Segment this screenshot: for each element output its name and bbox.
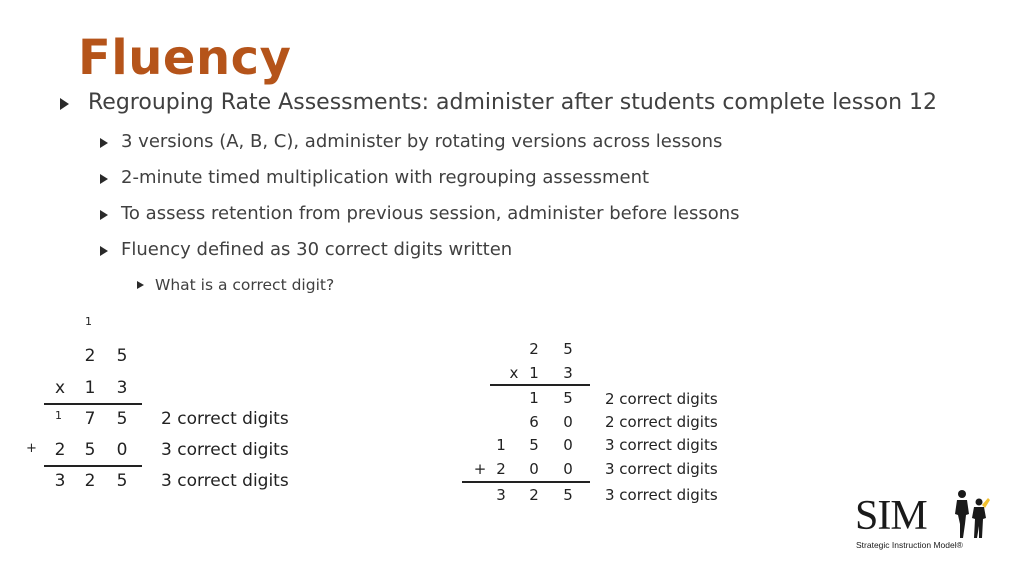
correct-digits-label: 2 correct digits bbox=[161, 409, 289, 429]
digit: 2 bbox=[496, 460, 506, 478]
bullet-arrow-icon bbox=[100, 174, 108, 184]
digit: 2 bbox=[84, 471, 96, 491]
digit: 2 bbox=[54, 440, 66, 460]
sub-bullet: 3 versions (A, B, C), administer by rotating versions across lessons bbox=[121, 131, 723, 152]
digit: 2 bbox=[84, 346, 96, 366]
plus-sign: + bbox=[473, 460, 487, 478]
sub-bullet: To assess retention from previous session, administer before lessons bbox=[121, 203, 740, 224]
sub-bullet: Fluency defined as 30 correct digits written bbox=[121, 239, 513, 260]
digit: 1 bbox=[496, 436, 506, 454]
main-bullet: Regrouping Rate Assessments: administer after students complete lesson 12 bbox=[88, 90, 938, 115]
sim-logo bbox=[852, 488, 1002, 558]
digit: 5 bbox=[116, 346, 128, 366]
digit: 1 bbox=[529, 389, 539, 407]
carry-digit: 1 bbox=[85, 315, 92, 328]
digit: 1 bbox=[529, 364, 539, 382]
sim-logo-tagline: Strategic Instruction Model® bbox=[856, 540, 963, 550]
digit: 5 bbox=[563, 340, 573, 358]
divider-line bbox=[490, 384, 590, 386]
digit: 6 bbox=[529, 413, 539, 431]
divider-line bbox=[44, 465, 142, 467]
digit: 0 bbox=[563, 413, 573, 431]
correct-digits-label: 3 correct digits bbox=[161, 471, 289, 491]
digit: 1 bbox=[84, 378, 96, 398]
bullet-arrow-icon bbox=[60, 98, 69, 110]
sub-bullet: 2-minute timed multiplication with regrouping assessment bbox=[121, 167, 650, 188]
bullet-arrow-icon bbox=[100, 246, 108, 256]
digit: 0 bbox=[529, 460, 539, 478]
digit: 5 bbox=[116, 409, 128, 429]
digit: 3 bbox=[116, 378, 128, 398]
divider-line bbox=[462, 481, 590, 483]
digit: 3 bbox=[54, 471, 66, 491]
digit: 2 bbox=[529, 486, 539, 504]
bullet-arrow-icon bbox=[100, 210, 108, 220]
times-sign: x bbox=[54, 378, 66, 398]
correct-digits-label: 2 correct digits bbox=[605, 390, 718, 408]
bullet-arrow-icon bbox=[137, 281, 144, 289]
digit: 3 bbox=[563, 364, 573, 382]
subsub-bullet: What is a correct digit? bbox=[155, 276, 335, 294]
figures-icon bbox=[952, 488, 992, 540]
correct-digits-label: 3 correct digits bbox=[605, 436, 718, 454]
digit: 0 bbox=[563, 460, 573, 478]
correct-digits-label: 3 correct digits bbox=[605, 486, 718, 504]
times-sign: x bbox=[509, 364, 519, 382]
digit: 2 bbox=[529, 340, 539, 358]
digit: 0 bbox=[563, 436, 573, 454]
sim-logo-text: SIM bbox=[855, 493, 927, 539]
digit: 0 bbox=[116, 440, 128, 460]
digit: 5 bbox=[563, 486, 573, 504]
digit: 5 bbox=[563, 389, 573, 407]
digit: 5 bbox=[84, 440, 96, 460]
bullet-arrow-icon bbox=[100, 138, 108, 148]
correct-digits-label: 2 correct digits bbox=[605, 413, 718, 431]
correct-digits-label: 3 correct digits bbox=[605, 460, 718, 478]
correct-digits-label: 3 correct digits bbox=[161, 440, 289, 460]
plus-sign: + bbox=[26, 441, 37, 456]
page-title: Fluency bbox=[78, 30, 292, 86]
digit: 3 bbox=[496, 486, 506, 504]
digit: 5 bbox=[529, 436, 539, 454]
digit: 7 bbox=[84, 409, 96, 429]
divider-line bbox=[44, 403, 142, 405]
carry-digit: 1 bbox=[55, 409, 62, 422]
digit: 5 bbox=[116, 471, 128, 491]
